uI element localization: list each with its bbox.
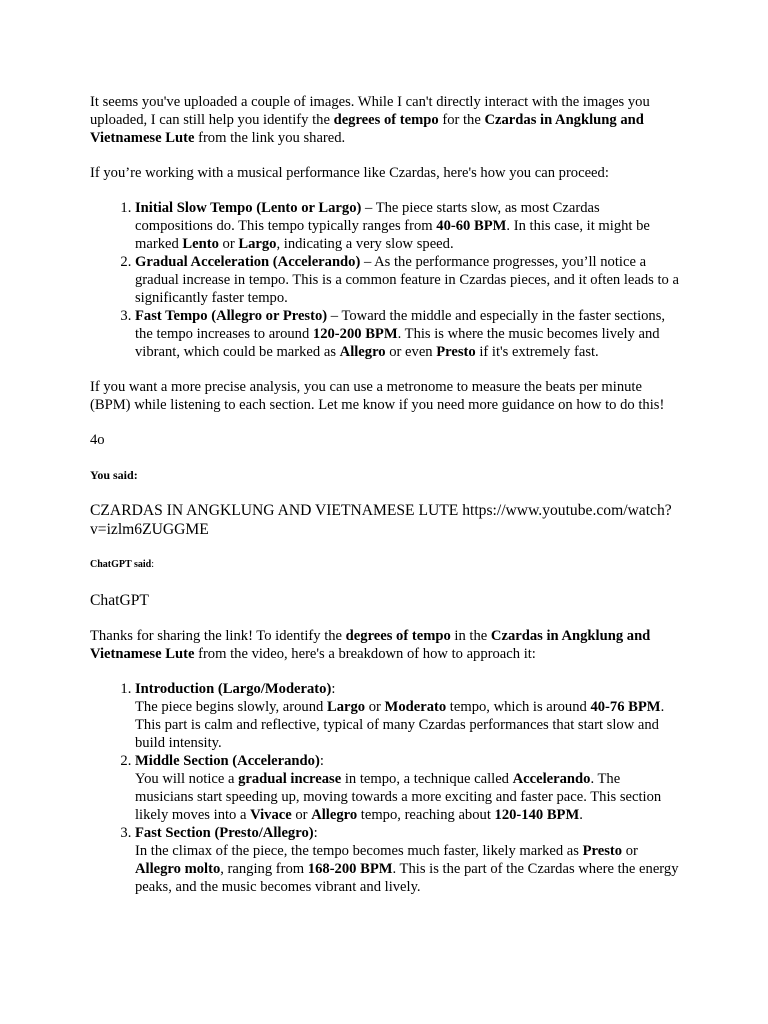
- text-run: – Toward the middle and especially in the faster sections, the tempo increases to around: [135, 308, 666, 342]
- text-run: – As the performance progresses, you’ll notice a gradual increase in tempo. This is a common feature in Czardas pieces, and it often leads to a significantly faster tempo.: [135, 254, 679, 306]
- intro-instruction: [90, 164, 680, 182]
- text-run: Thanks for sharing the link! To identify the: [90, 628, 346, 644]
- bold-text: Presto: [582, 843, 623, 859]
- text-run: If you want a more precise analysis, you can use a metronome to measure the beats per minute (BPM) while listening to each section. Let me know if you need more guidance on how to do this!: [90, 379, 665, 413]
- bold-text: Allegro molto: [135, 861, 221, 877]
- bold-text: Largo: [238, 236, 277, 252]
- text-run: :: [319, 753, 324, 769]
- breakdown-item-body: [135, 842, 680, 896]
- chatgpt-said-suffix: :: [151, 559, 155, 570]
- bold-text: 120-140 BPM: [494, 807, 580, 823]
- chatgpt-said-label: [90, 556, 680, 574]
- breakdown-item-heading: [135, 753, 324, 769]
- text-run: tempo, which is around: [446, 699, 591, 715]
- text-run: – The piece starts slow, as most Czardas compositions do. This tempo typically ranges from: [135, 200, 600, 234]
- text-run: . This is where the music becomes lively and vibrant, which could be marked as: [135, 326, 660, 360]
- bold-text: gradual increase: [238, 771, 342, 787]
- text-run: The piece begins slowly, around: [135, 699, 327, 715]
- chatgpt-said-name: ChatGPT said: [90, 559, 152, 570]
- text-run: . This part is calm and reflective, typical of many Czardas performances that start slow and build intensity.: [135, 699, 665, 751]
- text-run: from the video, here's a breakdown of how to approach it:: [194, 646, 536, 662]
- text-run: or: [218, 236, 239, 252]
- bold-text: Presto: [436, 344, 476, 360]
- bold-text: Fast Tempo (Allegro or Presto): [135, 308, 328, 324]
- bold-text: Moderato: [384, 699, 447, 715]
- bold-text: 40-60 BPM: [436, 218, 507, 234]
- bold-text: degrees of tempo: [345, 628, 451, 644]
- text-run: If you’re working with a musical performance like Czardas, here's how you can proceed:: [90, 165, 609, 181]
- bold-text: Allegro: [311, 807, 358, 823]
- reply-intro: [90, 627, 680, 663]
- text-run: or: [365, 699, 385, 715]
- tempo-list-item: [135, 199, 680, 253]
- bold-text: Fast Section (Presto/Allegro): [135, 825, 314, 841]
- bold-text: Allegro: [339, 344, 386, 360]
- breakdown-list-item: [135, 752, 680, 824]
- tempo-list: [90, 199, 680, 361]
- bold-text: degrees of tempo: [333, 112, 439, 128]
- bold-text: Introduction (Largo/Moderato): [135, 681, 332, 697]
- breakdown-item-heading: [135, 681, 335, 697]
- bold-text: Lento: [182, 236, 219, 252]
- bold-text: 40-76 BPM: [590, 699, 661, 715]
- breakdown-list-item: [135, 680, 680, 752]
- you-said-label: You said:: [90, 468, 138, 482]
- text-run: :: [313, 825, 318, 841]
- breakdown-list-item: [135, 824, 680, 896]
- text-run: or: [622, 843, 638, 859]
- text-run: or: [291, 807, 312, 823]
- bold-text: 168-200 BPM: [307, 861, 393, 877]
- bold-text: Largo: [326, 699, 366, 715]
- text-run: tempo, reaching about: [357, 807, 495, 823]
- text-run: or even: [385, 344, 437, 360]
- text-run: . The musicians start speeding up, moving towards a more exciting and faster pace. This section likely moves into a: [135, 771, 662, 823]
- bold-text: Gradual Acceleration (Accelerando): [135, 254, 361, 270]
- document-page: [90, 93, 680, 913]
- text-run: . In this case, it might be marked: [135, 218, 650, 252]
- tempo-list-item: [135, 253, 680, 307]
- breakdown-item-heading: [135, 825, 318, 841]
- intro-paragraph: [90, 93, 680, 147]
- bold-text: Accelerando: [512, 771, 591, 787]
- text-run: from the link you shared.: [194, 130, 346, 146]
- text-run: if it's extremely fast.: [475, 344, 599, 360]
- text-run: :: [331, 681, 336, 697]
- bold-text: Vivace: [250, 807, 292, 823]
- text-run: in tempo, a technique called: [341, 771, 513, 787]
- user-message: CZARDAS IN ANGKLUNG AND VIETNAMESE LUTE https://www.youtube.com/watch?v=izlm6ZUGGME: [90, 502, 672, 538]
- text-run: .: [579, 807, 583, 823]
- tempo-list-item: [135, 307, 680, 361]
- text-run: It seems you've uploaded a couple of images. While I can't directly interact with the images you uploaded, I can still help you identify the: [90, 94, 650, 128]
- breakdown-item-body: [135, 698, 680, 752]
- model-label: 4o: [90, 432, 105, 448]
- text-run: for the: [438, 112, 485, 128]
- bold-text: Middle Section (Accelerando): [135, 753, 320, 769]
- bold-text: Czardas in Angklung and Vietnamese Lute: [90, 628, 651, 662]
- breakdown-list: [90, 680, 680, 896]
- text-run: . This is the part of the Czardas where the energy peaks, and the music becomes vibrant and lively.: [135, 861, 679, 895]
- text-run: in the: [450, 628, 491, 644]
- breakdown-item-body: [135, 770, 680, 824]
- text-run: You will notice a: [135, 771, 239, 787]
- closing-paragraph: [90, 378, 680, 414]
- text-run: , indicating a very slow speed.: [276, 236, 454, 252]
- bold-text: Czardas in Angklung and Vietnamese Lute: [90, 112, 644, 146]
- bold-text: Initial Slow Tempo (Lento or Largo): [135, 200, 362, 216]
- chatgpt-name: ChatGPT: [90, 592, 149, 609]
- text-run: , ranging from: [220, 861, 308, 877]
- bold-text: 120-200 BPM: [312, 326, 398, 342]
- text-run: In the climax of the piece, the tempo becomes much faster, likely marked as: [135, 843, 583, 859]
